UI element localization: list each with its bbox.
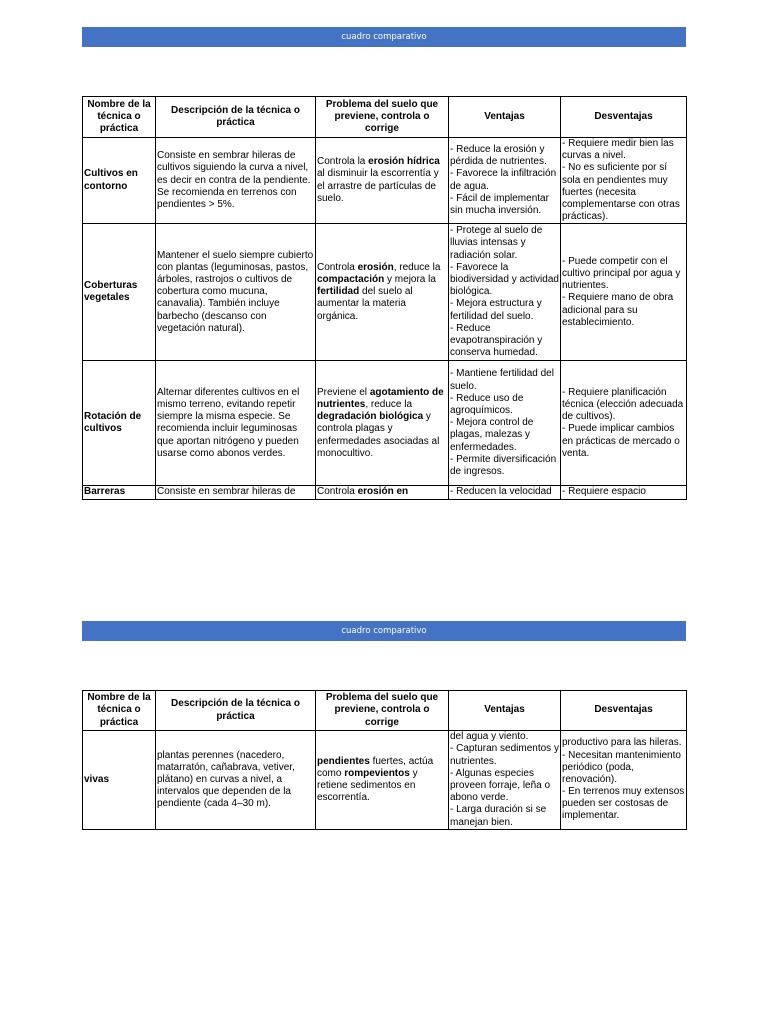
cell-line: - Mejora control de plagas, malezas y enfermedades. (450, 417, 534, 453)
table-header-row (83, 691, 687, 731)
technique-description: Consiste en sembrar hileras de cultivos siguiendo la curva a nivel, es decir en contra de la pendiente. Se recomienda en terrenos con pendientes > 5%. (156, 138, 316, 224)
problem-cell (316, 486, 449, 499)
cell-text: , reduce la (365, 398, 413, 410)
emphasis-text: fertilidad (317, 286, 360, 298)
cell-line: - Puede competir con el cultivo principal por agua y nutrientes. (562, 255, 681, 292)
advantages-cell (449, 731, 561, 830)
problem-cell (316, 138, 449, 224)
cell-line: - Favorece la biodiversidad y actividad biológica. (450, 261, 559, 298)
cell-line: - No es suficiente por sí sola en pendientes muy fuertes (necesita complementarse con otras prácticas). (562, 162, 680, 223)
table-row (83, 486, 687, 499)
header-technique-name: Nombre de la técnica o práctica (83, 97, 156, 138)
cell-line: - Reduce uso de agroquímicos. (450, 392, 524, 417)
advantages-cell (449, 486, 561, 499)
cell-text: y controla plagas y enfermedades asociadas al monocultivo. (317, 411, 440, 459)
disadvantages-cell (561, 486, 687, 499)
emphasis-text: erosión hídrica (368, 156, 440, 168)
cell-line: - Necesitan mantenimiento periódico (poda, renovación). (562, 749, 681, 785)
disadvantages-cell (561, 731, 687, 830)
cell-line: - Capturan sedimentos y nutrientes. (450, 743, 559, 767)
table-row (83, 731, 687, 830)
cell-text: Previene el (317, 386, 370, 398)
header-disadvantages: Desventajas (561, 691, 687, 731)
header-disadvantages: Desventajas (561, 97, 687, 138)
cell-text: al disminuir la escorrentía y el arrastre de partículas de suelo. (317, 168, 439, 204)
cell-line: - Algunas especies proveen forraje, leña o abono verde. (450, 767, 551, 804)
technique-name: vivas (83, 731, 156, 830)
cell-line: - Larga duración si se manejan bien. (450, 804, 547, 828)
emphasis-text: compactación (317, 274, 385, 286)
cell-line: - Permite diversificación de ingresos. (450, 453, 557, 477)
cell-line: - Reduce evapotranspiración y conserva humedad. (450, 322, 543, 359)
header-advantages: Ventajas (449, 691, 561, 731)
cell-line: - Reduce la erosión y pérdida de nutrientes. (450, 144, 547, 168)
header-advantages: Ventajas (449, 97, 561, 138)
problem-cell (316, 224, 449, 361)
advantages-cell (449, 224, 561, 361)
advantages-cell (449, 138, 561, 224)
cell-text: Controla (317, 486, 358, 498)
cell-line: - Mantiene fertilidad del suelo. (450, 368, 554, 392)
cell-text: , reduce la (393, 261, 441, 273)
cell-text: y retiene sedimentos en escorrentía. (317, 767, 418, 804)
banner-label: cuadro comparativo (341, 626, 427, 636)
cell-line: productivo para las hileras. (562, 737, 682, 749)
cell-text: fuertes, actúa como (317, 755, 434, 779)
table-row (83, 224, 687, 361)
problem-cell (316, 731, 449, 830)
cell-line: - Requiere mano de obra adicional para su establecimiento. (562, 292, 674, 328)
disadvantages-cell (561, 361, 687, 486)
disadvantages-cell (561, 138, 687, 224)
table-row (83, 361, 687, 486)
cell-line: - Requiere espacio (562, 486, 646, 498)
cell-line: - Favorece la infiltración de agua. (450, 168, 557, 192)
cell-line: - Fácil de implementar sin mucha inversión. (450, 192, 549, 217)
technique-name: Cultivos en contorno (83, 138, 156, 224)
cell-text: y mejora la (384, 274, 436, 286)
emphasis-text: erosión (357, 261, 394, 273)
emphasis-text: erosión en (357, 486, 409, 498)
emphasis-text: pendientes (317, 755, 370, 767)
cell-line: - Mejora estructura y fertilidad del suelo. (450, 298, 542, 322)
cell-line: - Reducen la velocidad (450, 486, 552, 498)
technique-description: plantas perennes (nacedero, matarratón, cañabrava, vetiver, plátano) en curvas a nivel, a intervalos que dependen de la pendiente (cada 4–30 m). (156, 731, 316, 830)
cell-line: del agua y viento. (450, 731, 529, 743)
cell-line: - Puede implicar cambios en prácticas de mercado o venta. (562, 423, 680, 459)
header-problem: Problema del suelo que previene, controla o corrige (316, 97, 449, 138)
cell-text: Controla (317, 261, 358, 273)
cell-line: - Requiere planificación técnica (elección adecuada de cultivos). (562, 386, 684, 423)
cell-line: - En terrenos muy extensos pueden ser costosas de implementar. (562, 786, 685, 822)
page-2-banner (82, 621, 686, 641)
comparison-table-page-1 (82, 96, 687, 500)
header-problem: Problema del suelo que previene, controla o corrige (316, 691, 449, 731)
header-description: Descripción de la técnica o práctica (156, 97, 316, 138)
cell-line: - Protege al suelo de lluvias intensas y radiación solar. (450, 225, 543, 261)
disadvantages-cell (561, 224, 687, 361)
table-row (83, 138, 687, 224)
comparison-table-page-2 (82, 690, 687, 830)
technique-name: Barreras (83, 486, 156, 499)
cell-text: Controla la (317, 156, 369, 168)
technique-name: Coberturas vegetales (83, 224, 156, 361)
advantages-cell (449, 361, 561, 486)
page-1-banner (82, 27, 686, 47)
cell-text: del suelo al aumentar la materia orgánica. (317, 286, 413, 322)
header-technique-name: Nombre de la técnica o práctica (83, 691, 156, 731)
banner-label: cuadro comparativo (341, 32, 427, 42)
emphasis-text: degradación biológica (317, 411, 424, 423)
problem-cell (316, 361, 449, 486)
technique-description: Alternar diferentes cultivos en el mismo terreno, evitando repetir siempre la misma especie. Se recomienda incluir leguminosas que aportan nitrógeno y pueden usarse como abonos verdes. (156, 361, 316, 486)
technique-name: Rotación de cultivos (83, 361, 156, 486)
table-header-row (83, 97, 687, 138)
technique-description: Consiste en sembrar hileras de (156, 486, 316, 499)
emphasis-text: rompevientos (344, 767, 410, 779)
technique-description: Mantener el suelo siempre cubierto con plantas (leguminosas, pastos, árboles, rastrojos o cultivos de cobertura como mucuna, canavalia). También incluye barbecho (descanso con vegetación natural). (156, 224, 316, 361)
emphasis-text: agotamiento de nutrientes (317, 386, 444, 410)
header-description: Descripción de la técnica o práctica (156, 691, 316, 731)
cell-line: - Requiere medir bien las curvas a nivel. (562, 138, 674, 162)
